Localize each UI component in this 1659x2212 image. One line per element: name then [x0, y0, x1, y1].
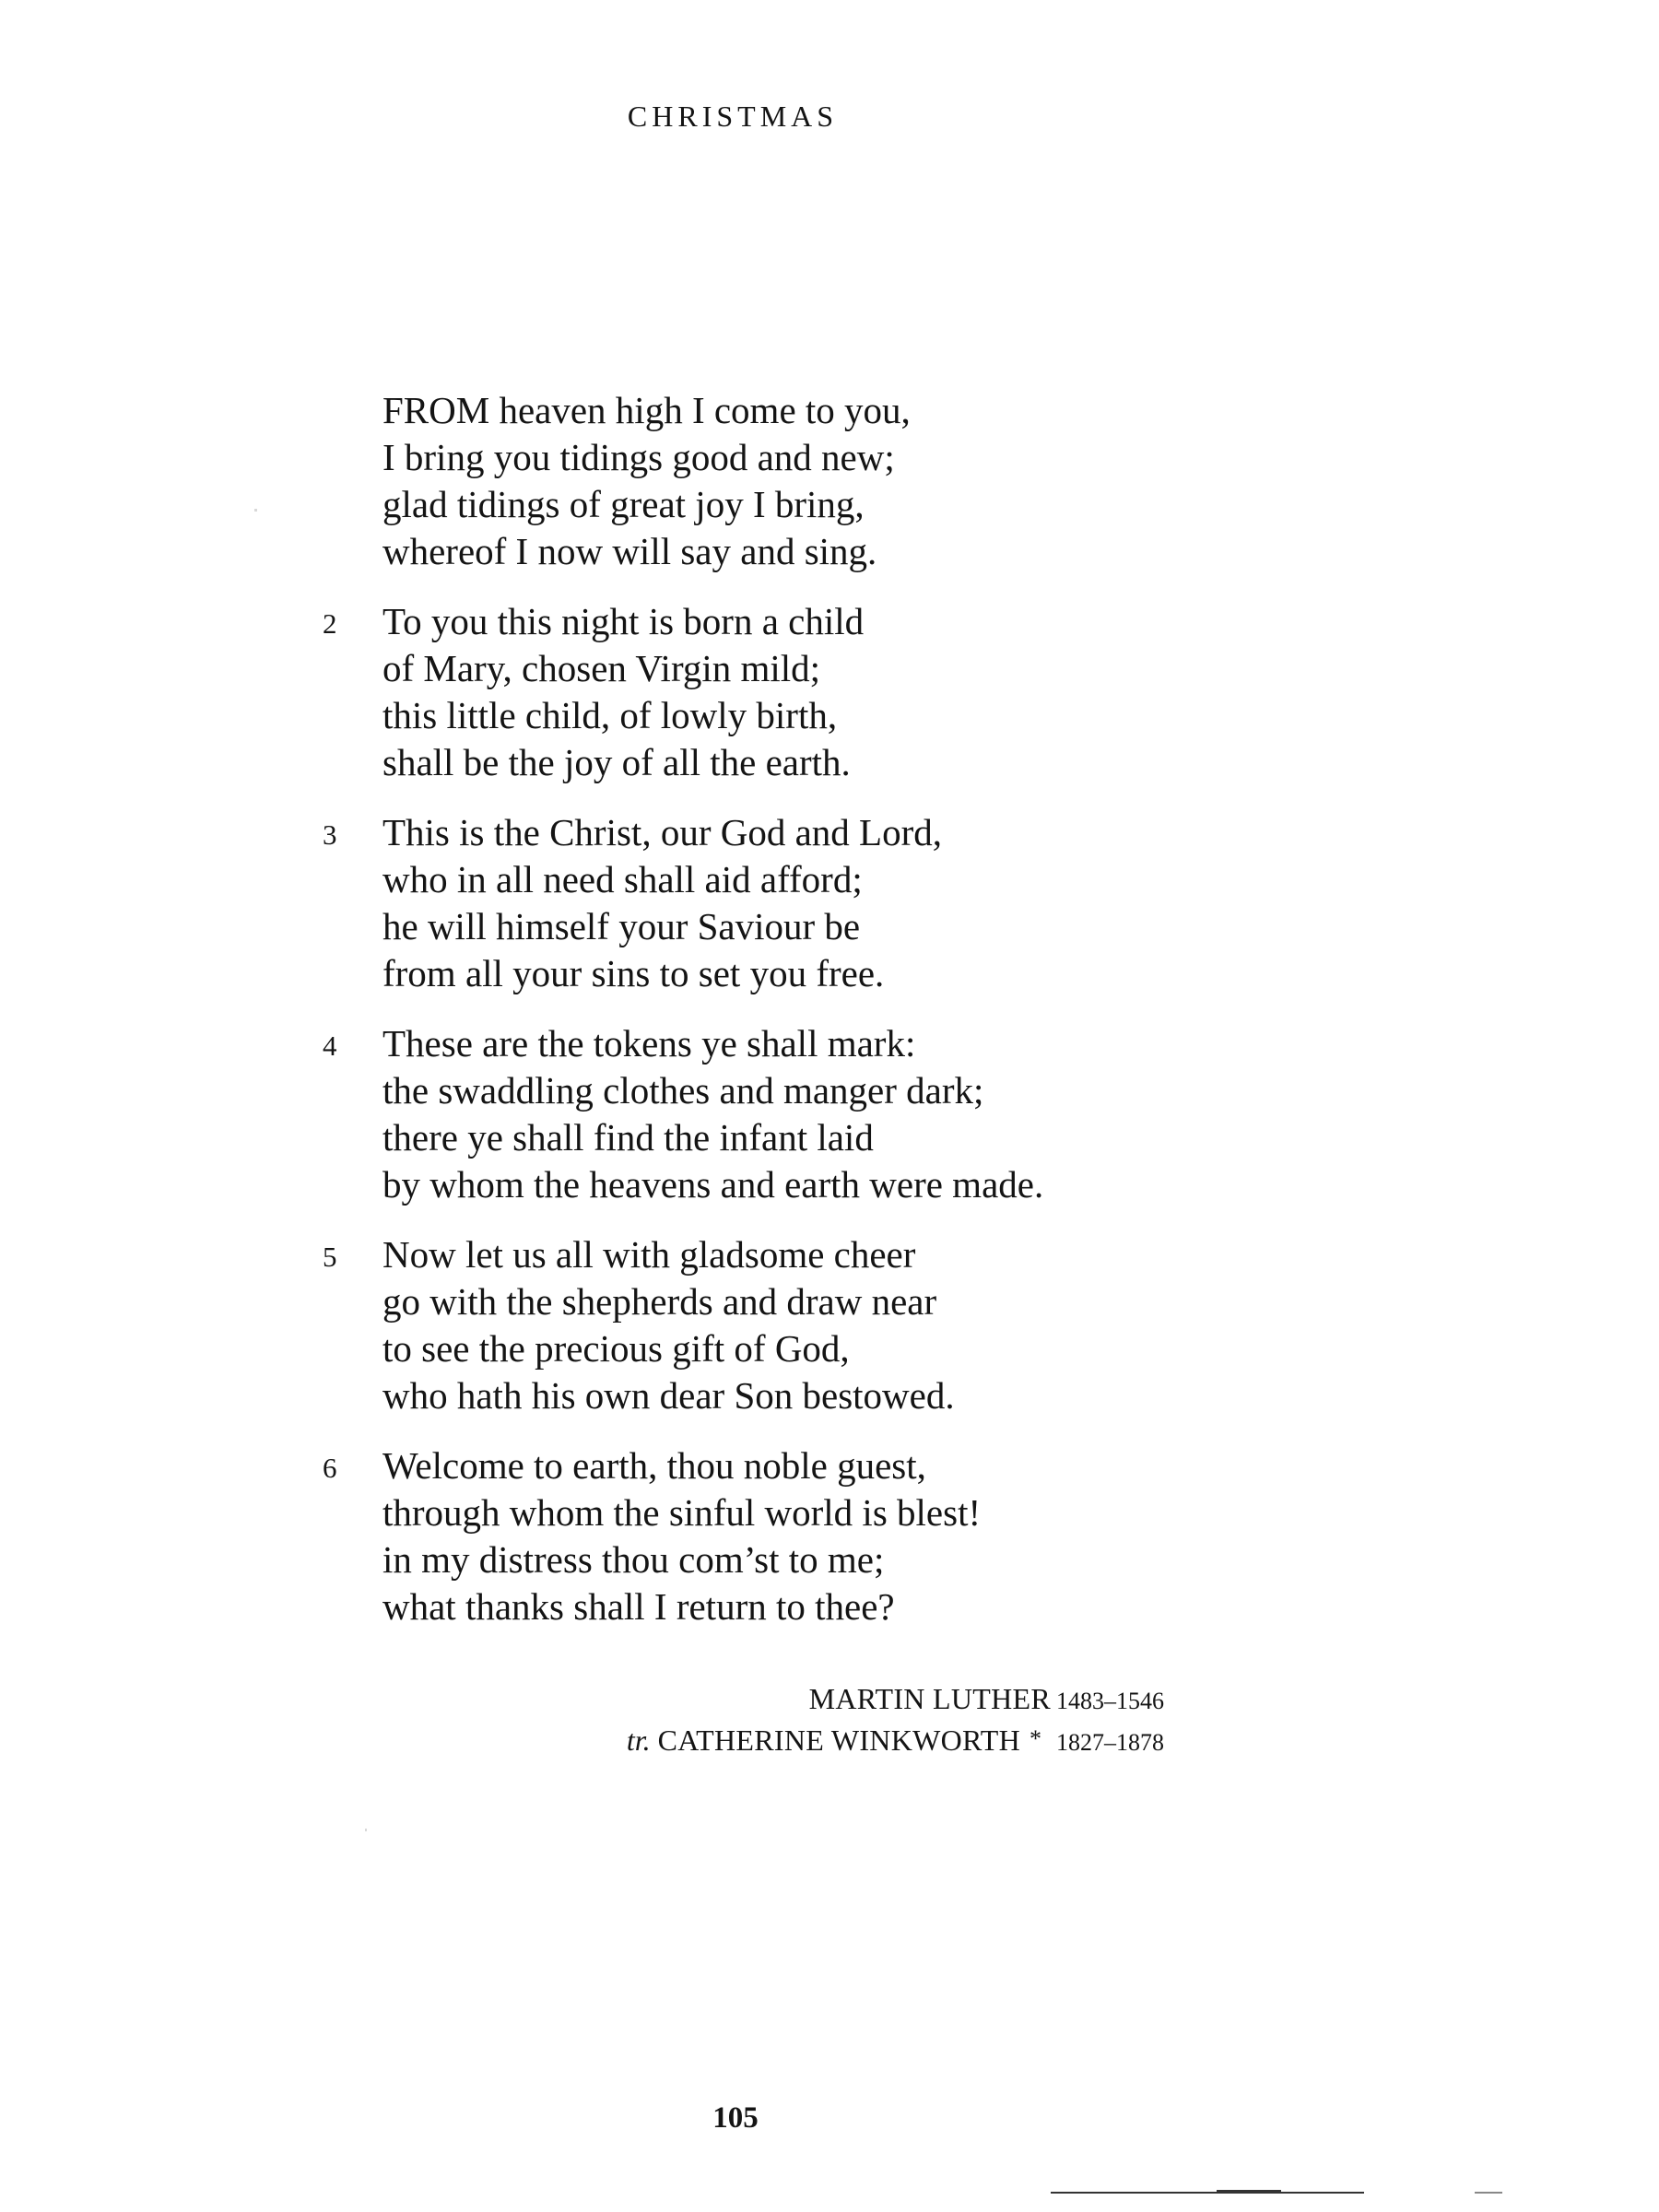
verse-line: go with the shepherds and draw near — [382, 1280, 937, 1323]
verse-number: 6 — [323, 1452, 337, 1484]
verse-line: These are the tokens ye shall mark: — [382, 1022, 916, 1065]
verse-number: 3 — [323, 818, 337, 851]
verse-line: Now let us all with gladsome cheer — [382, 1233, 916, 1276]
verse-line: this little child, of lowly birth, — [382, 694, 838, 736]
verse-line: who hath his own dear Son bestowed. — [382, 1374, 955, 1417]
bottom-rule — [1051, 2192, 1364, 2194]
verse-line: shall be the joy of all the earth. — [382, 741, 851, 783]
bottom-rule — [1217, 2190, 1281, 2194]
verse-number: 5 — [323, 1241, 337, 1273]
verse-line: who in all need shall aid afford; — [382, 858, 863, 900]
hymn-text — [323, 387, 1304, 1653]
verse-line: to see the precious gift of God, — [382, 1327, 850, 1370]
section-header: CHRISTMAS — [627, 100, 839, 133]
translator-name: CATHERINE WINKWORTH — [657, 1724, 1020, 1757]
verse-line: what thanks shall I return to thee? — [382, 1585, 895, 1628]
verse-number: 4 — [323, 1030, 337, 1062]
verse-2 — [323, 598, 1304, 786]
verse-line: there ye shall find the infant laid — [382, 1116, 874, 1159]
scan-speck — [365, 1829, 367, 1831]
bottom-rule — [1475, 2192, 1502, 2194]
verse-line: whereof I now will say and sing. — [382, 530, 877, 572]
verse-line: This is the Christ, our God and Lord, — [382, 811, 942, 853]
verse-line: the swaddling clothes and manger dark; — [382, 1069, 984, 1112]
author-dates: 1483–1546 — [1056, 1688, 1164, 1714]
author-name: MARTIN LUTHER — [808, 1682, 1051, 1715]
author-credit — [627, 1679, 1164, 1721]
verse-number: 2 — [323, 607, 337, 640]
page-number: 105 — [712, 2101, 759, 2135]
verse-5 — [323, 1231, 1304, 1419]
verse-3 — [323, 809, 1304, 997]
verse-line: I bring you tidings good and new; — [382, 436, 895, 478]
verse-line: he will himself your Saviour be — [382, 905, 861, 947]
verse-1 — [382, 387, 1304, 575]
translator-prefix: tr. — [626, 1724, 651, 1757]
verse-line: from all your sins to set you free. — [382, 952, 885, 994]
verse-line: by whom the heavens and earth were made. — [382, 1163, 1044, 1206]
verse-line: through whom the sinful world is blest! — [382, 1491, 982, 1534]
verse-line: Welcome to earth, thou noble guest, — [382, 1444, 926, 1487]
verse-6 — [323, 1442, 1304, 1630]
verse-line: To you this night is born a child — [382, 600, 865, 642]
hymn-credits — [627, 1679, 1164, 1762]
translator-dates: 1827–1878 — [1056, 1729, 1164, 1756]
verse-line: FROM heaven high I come to you, — [382, 389, 911, 431]
translator-credit — [627, 1721, 1164, 1762]
verse-line: in my distress thou com’st to me; — [382, 1538, 885, 1581]
verse-4 — [323, 1020, 1304, 1208]
verse-line: glad tidings of great joy I bring, — [382, 483, 865, 525]
verse-line: of Mary, chosen Virgin mild; — [382, 647, 821, 689]
star-icon: * — [1030, 1725, 1041, 1752]
scan-speck — [254, 509, 257, 512]
